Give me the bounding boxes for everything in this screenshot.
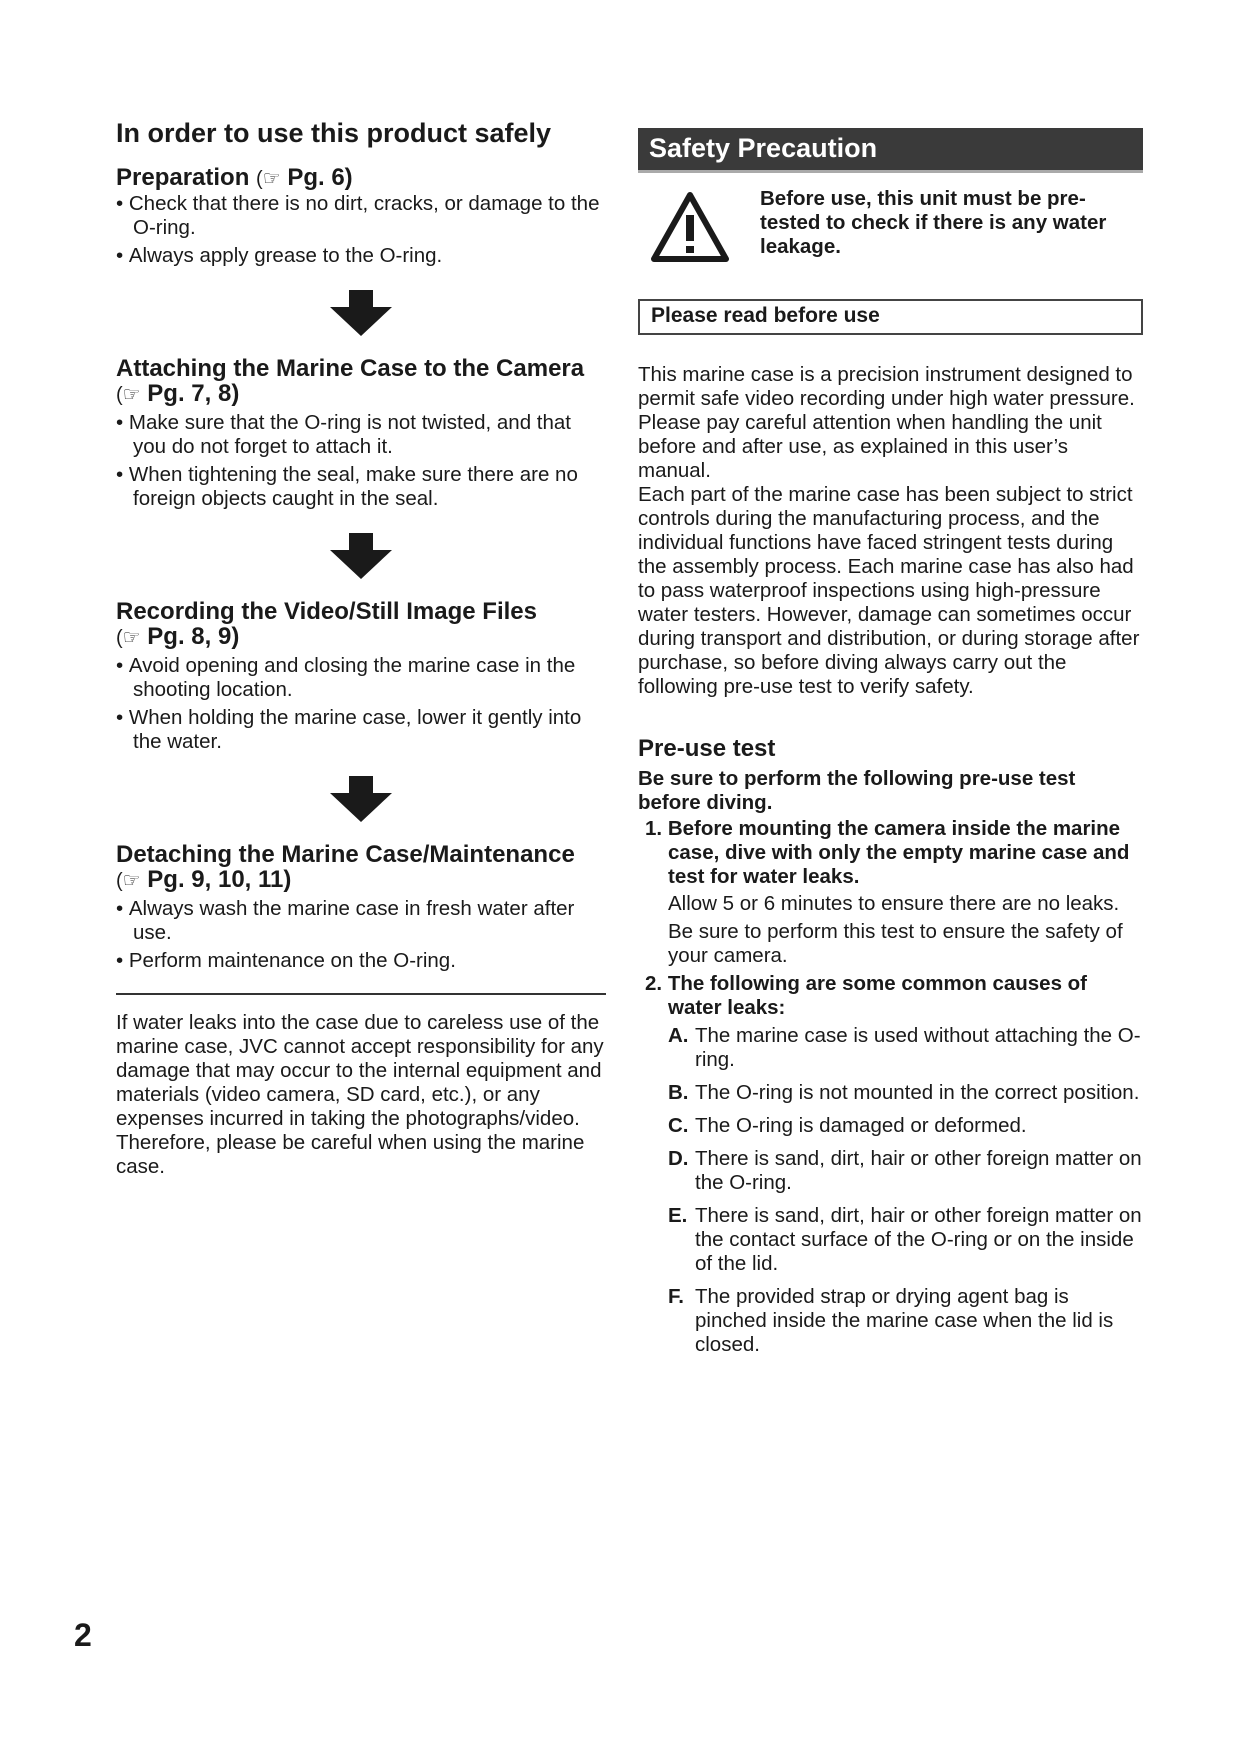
- intro-paragraph: This marine case is a precision instrument designed to permit safe video recording under high water pressure. Please pay careful attention when handling the unit before and after use, as explained in this user’s manual.: [638, 363, 1135, 482]
- cause-letter: E.: [668, 1204, 688, 1227]
- step-body: Allow 5 or 6 minutes to ensure there are no leaks.: [668, 892, 1120, 915]
- step-item: [638, 817, 1143, 968]
- list-item: [668, 1114, 1143, 1138]
- bullet-list: [116, 654, 606, 754]
- cause-letter: F.: [668, 1285, 684, 1308]
- pre-use-steps: [638, 817, 1143, 1357]
- cause-text: The marine case is used without attaching the O-ring.: [695, 1024, 1141, 1071]
- section-ref: Pg. 7, 8): [147, 380, 240, 407]
- cause-text: There is sand, dirt, hair or other foreign matter on the contact surface of the O-ring or on the inside of the lid.: [695, 1204, 1142, 1275]
- cause-letter: C.: [668, 1114, 689, 1137]
- list-item: [668, 1147, 1143, 1195]
- step-body: Be sure to perform this test to ensure the safety of your camera.: [668, 920, 1123, 967]
- cause-letter: A.: [668, 1024, 689, 1047]
- section-preparation: [116, 165, 606, 268]
- bullet-list: [116, 897, 606, 973]
- cause-letter: D.: [668, 1147, 689, 1170]
- list-item: [668, 1285, 1143, 1357]
- left-column: [116, 118, 606, 1179]
- cause-text: The O-ring is damaged or deformed.: [695, 1114, 1027, 1137]
- list-item: • Always wash the marine case in fresh water after use.: [116, 897, 606, 945]
- down-arrow-icon: [330, 776, 392, 822]
- pointing-hand-icon: ☞: [122, 870, 141, 892]
- safety-banner: Safety Precaution: [638, 128, 1143, 173]
- cause-letter: B.: [668, 1081, 689, 1104]
- pre-use-lead: Be sure to perform the following pre-use test before diving.: [638, 767, 1076, 814]
- section-ref: Pg. 6): [287, 164, 353, 191]
- warning-text: Before use, this unit must be pre-tested to check if there is any water leakage.: [760, 187, 1107, 258]
- section-ref: Pg. 9, 10, 11): [147, 866, 292, 893]
- list-item: [668, 1024, 1143, 1072]
- warning-triangle-icon: [650, 191, 730, 263]
- step-heading: Before mounting the camera inside the marine case, dive with only the empty marine case and test for water leaks.: [667, 817, 1130, 888]
- cause-text: The O-ring is not mounted in the correct position.: [695, 1081, 1140, 1104]
- pointing-hand-icon: ☞: [122, 627, 141, 649]
- pointing-hand-icon: ☞: [262, 168, 281, 190]
- pre-use-title: Pre-use test: [638, 735, 776, 762]
- divider: [116, 993, 606, 995]
- section-title: Recording the Video/Still Image Files: [116, 598, 537, 625]
- down-arrow-icon: [330, 533, 392, 579]
- bullet-list: [116, 411, 606, 511]
- down-arrow-icon: [330, 290, 392, 336]
- section-title-text: Preparation: [116, 164, 250, 191]
- section-title: Detaching the Marine Case/Maintenance: [116, 841, 575, 868]
- step-heading: The following are some common causes of water leaks:: [667, 972, 1088, 1019]
- list-item: • Check that there is no dirt, cracks, or damage to the O-ring.: [116, 192, 606, 240]
- list-item: • Always apply grease to the O-ring.: [116, 244, 606, 268]
- list-item: • When tightening the seal, make sure there are no foreign objects caught in the seal.: [116, 463, 606, 511]
- section-attaching: Attaching the Marine Case to the Camera (☞ Pg. 7, 8) • Make sure that the O-ring is not twisted, and that you do not forget to attach it. • When tightening the seal, make sure there are no foreign objects caught in the seal.: [116, 356, 606, 511]
- list-item: • Make sure that the O-ring is not twisted, and that you do not forget to attach it.: [116, 411, 606, 459]
- disclaimer: If water leaks into the case due to careless use of the marine case, JVC cannot accept responsibility for any damage that may occur to the internal equipment and materials (video camera, SD card, etc.), or any expenses incurred in taking the photographs/video. Therefore, please be careful when using the marine case.: [116, 1011, 604, 1178]
- warning-callout: [638, 187, 1143, 263]
- section-title: Preparation (☞ Pg. 6): [116, 164, 353, 191]
- page-number: 2: [74, 1617, 92, 1653]
- section-recording: Recording the Video/Still Image Files (☞ Pg. 8, 9) • Avoid opening and closing the marine case in the shooting location. • When holding the marine case, lower it gently into the water.: [116, 599, 606, 754]
- list-item: [668, 1081, 1143, 1105]
- intro-paragraph: Each part of the marine case has been subject to strict controls during the manufacturing process, and the individual functions have faced stringent tests during the assembly process. Each marine case has also had to pass waterproof inspections using high-pressure water testers. However, damage can sometimes occur during transport and distribution, or during storage after purchase, so before diving always carry out the following pre-use test to verify safety.: [638, 483, 1140, 698]
- bullet-list: [116, 192, 606, 268]
- step-number: 2.: [645, 972, 663, 995]
- list-item: • Perform maintenance on the O-ring.: [116, 949, 606, 973]
- list-item: • Avoid opening and closing the marine case in the shooting location.: [116, 654, 606, 702]
- list-item: • When holding the marine case, lower it gently into the water.: [116, 706, 606, 754]
- causes-list: [668, 1024, 1143, 1357]
- pointing-hand-icon: ☞: [122, 384, 141, 406]
- step-item: [638, 972, 1143, 1357]
- section-detaching: Detaching the Marine Case/Maintenance (☞ Pg. 9, 10, 11) • Always wash the marine case in fresh water after use. • Perform maintenance on the O-ring.: [116, 842, 606, 973]
- cause-text: There is sand, dirt, hair or other foreign matter on the O-ring.: [695, 1147, 1142, 1194]
- read-before-use-box: Please read before use: [638, 299, 1143, 335]
- list-item: [668, 1204, 1143, 1276]
- right-column: [638, 128, 1143, 1366]
- section-ref: Pg. 8, 9): [147, 623, 240, 650]
- step-number: 1.: [645, 817, 663, 840]
- section-title: Attaching the Marine Case to the Camera: [116, 355, 585, 382]
- cause-text: The provided strap or drying agent bag is pinched inside the marine case when the lid is closed.: [695, 1285, 1114, 1356]
- page-title: In order to use this product safely: [116, 118, 552, 148]
